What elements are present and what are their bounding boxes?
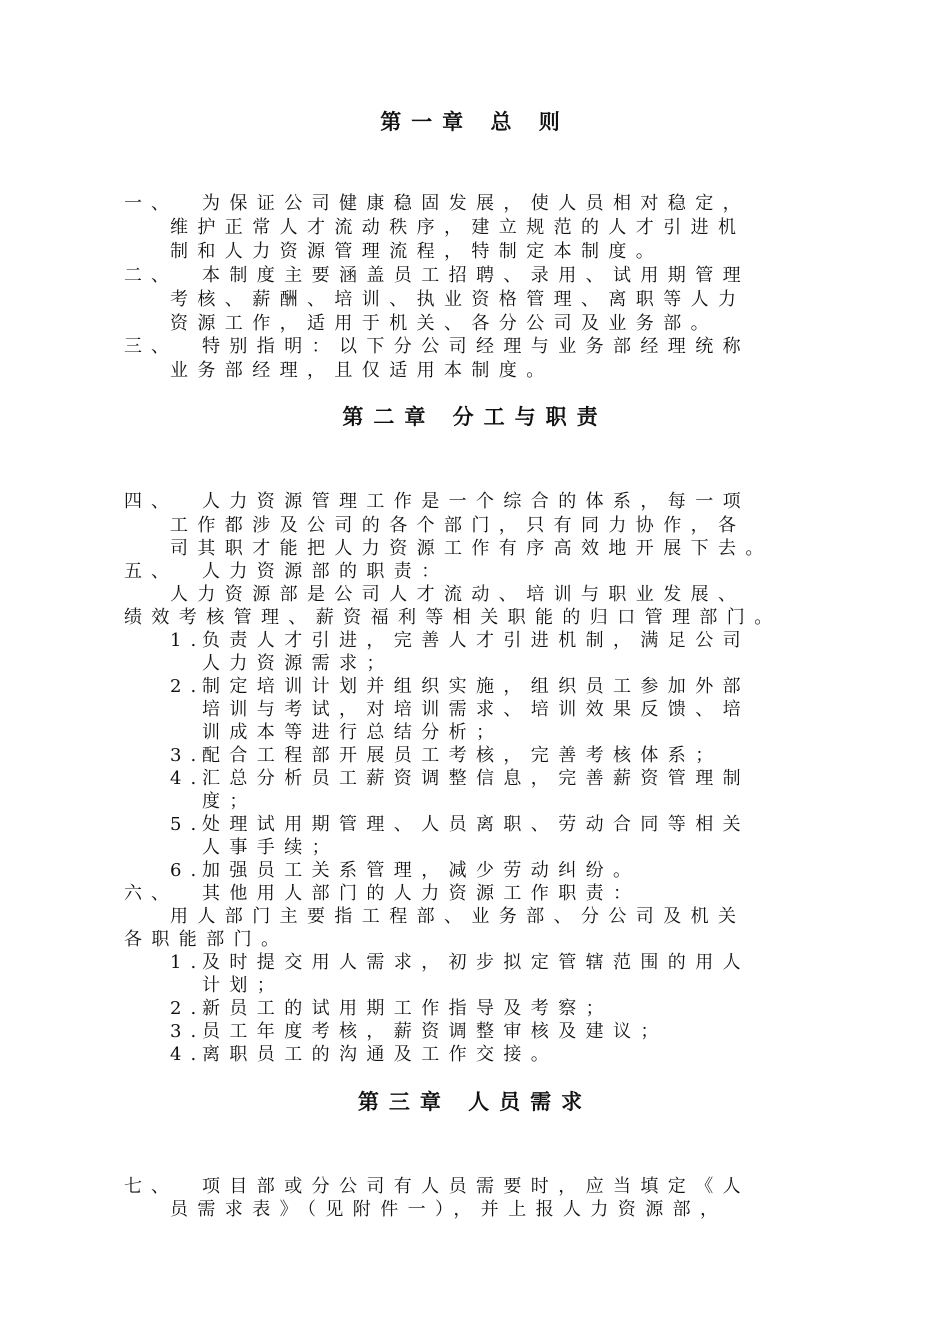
list-number: 2. (170, 998, 206, 1019)
clause-text: 工作都涉及公司的各个部门，只有同力协作，各 (170, 515, 746, 536)
clause-text: 本制度主要涵盖员工招聘、录用、试用期管理 (202, 265, 750, 286)
list-item-text: 制定培训计划并组织实施，组织员工参加外部 (202, 676, 750, 697)
list-item-text: 汇总分析员工薪资调整信息，完善薪资管理制 (202, 768, 750, 789)
clause-text: 各职能部门。 (124, 929, 289, 950)
list-item-text: 配合工程部开展员工考核，完善考核体系； (202, 745, 723, 766)
clause-text: 用人部门主要指工程部、业务部、分公司及机关 (170, 906, 746, 927)
list-item-text: 人力资源需求； (202, 653, 394, 674)
clause-text: 项目部或分公司有人员需要时，应当填定《人 (202, 1176, 750, 1197)
clause-number: 一、 (124, 193, 178, 214)
list-item-text: 人事手续； (202, 837, 339, 858)
chapter-3-title: 第三章 人员需求 (357, 1089, 593, 1114)
list-item-text: 离职员工的沟通及工作交接。 (202, 1044, 559, 1065)
list-item-text: 训成本等进行总结分析； (202, 722, 504, 743)
clause-number: 四、 (124, 491, 178, 512)
clause-number: 二、 (124, 265, 178, 286)
list-item-text: 员工年度考核，薪资调整审核及建议； (202, 1021, 668, 1042)
chapter-1-title: 第一章 总 则 (380, 109, 570, 134)
clause-text: 员需求表》（见附件一），并上报人力资源部， (170, 1199, 728, 1220)
clause-text: 制和人力资源管理流程，特制定本制度。 (170, 241, 664, 262)
list-number: 3. (170, 745, 206, 766)
clause-text: 司其职才能把人力资源工作有序高效地开展下去。 (170, 538, 773, 559)
clause-text: 业务部经理，且仅适用本制度。 (170, 360, 554, 381)
list-item-text: 度； (202, 791, 257, 812)
clause-text: 人力资源管理工作是一个综合的体系，每一项 (202, 491, 750, 512)
list-item-text: 处理试用期管理、人员离职、劳动合同等相关 (202, 814, 750, 835)
clause-text: 人力资源部是公司人才流动、培训与职业发展、 (170, 584, 746, 605)
clause-text: 特别指明：以下分公司经理与业务部经理统称 (202, 336, 750, 357)
list-number: 4. (170, 1044, 206, 1065)
clause-text: 绩效考核管理、薪资福利等相关职能的归口管理部门。 (124, 607, 782, 628)
chapter-2-title: 第二章 分工与职责 (342, 404, 608, 429)
list-number: 1. (170, 630, 206, 651)
list-item-text: 新员工的试用期工作指导及考察； (202, 998, 613, 1019)
list-number: 6. (170, 860, 206, 881)
list-item-text: 负责人才引进，完善人才引进机制，满足公司 (202, 630, 750, 651)
clause-text: 为保证公司健康稳固发展，使人员相对稳定， (202, 193, 750, 214)
clause-text: 维护正常人才流动秩序，建立规范的人才引进机 (170, 217, 746, 238)
list-number: 4. (170, 768, 206, 789)
list-item-text: 计划； (202, 975, 285, 996)
clause-number: 三、 (124, 336, 178, 357)
clause-number: 七、 (124, 1176, 178, 1197)
clause-text: 资源工作，适用于机关、各分公司及业务部。 (170, 313, 718, 334)
clause-number: 五、 (124, 561, 178, 582)
list-item-text: 及时提交用人需求，初步拟定管辖范围的用人 (202, 952, 750, 973)
list-item-text: 加强员工关系管理，减少劳动纠纷。 (202, 860, 641, 881)
list-number: 1. (170, 952, 206, 973)
list-item-text: 培训与考试，对培训需求、培训效果反馈、培 (202, 699, 750, 720)
list-number: 3. (170, 1021, 206, 1042)
list-number: 2. (170, 676, 206, 697)
list-number: 5. (170, 814, 206, 835)
clause-text: 考核、薪酬、培训、执业资格管理、离职等人力 (170, 289, 746, 310)
clause-text: 人力资源部的职责： (202, 561, 449, 582)
clause-text: 其他用人部门的人力资源工作职责： (202, 883, 641, 904)
clause-number: 六、 (124, 883, 178, 904)
